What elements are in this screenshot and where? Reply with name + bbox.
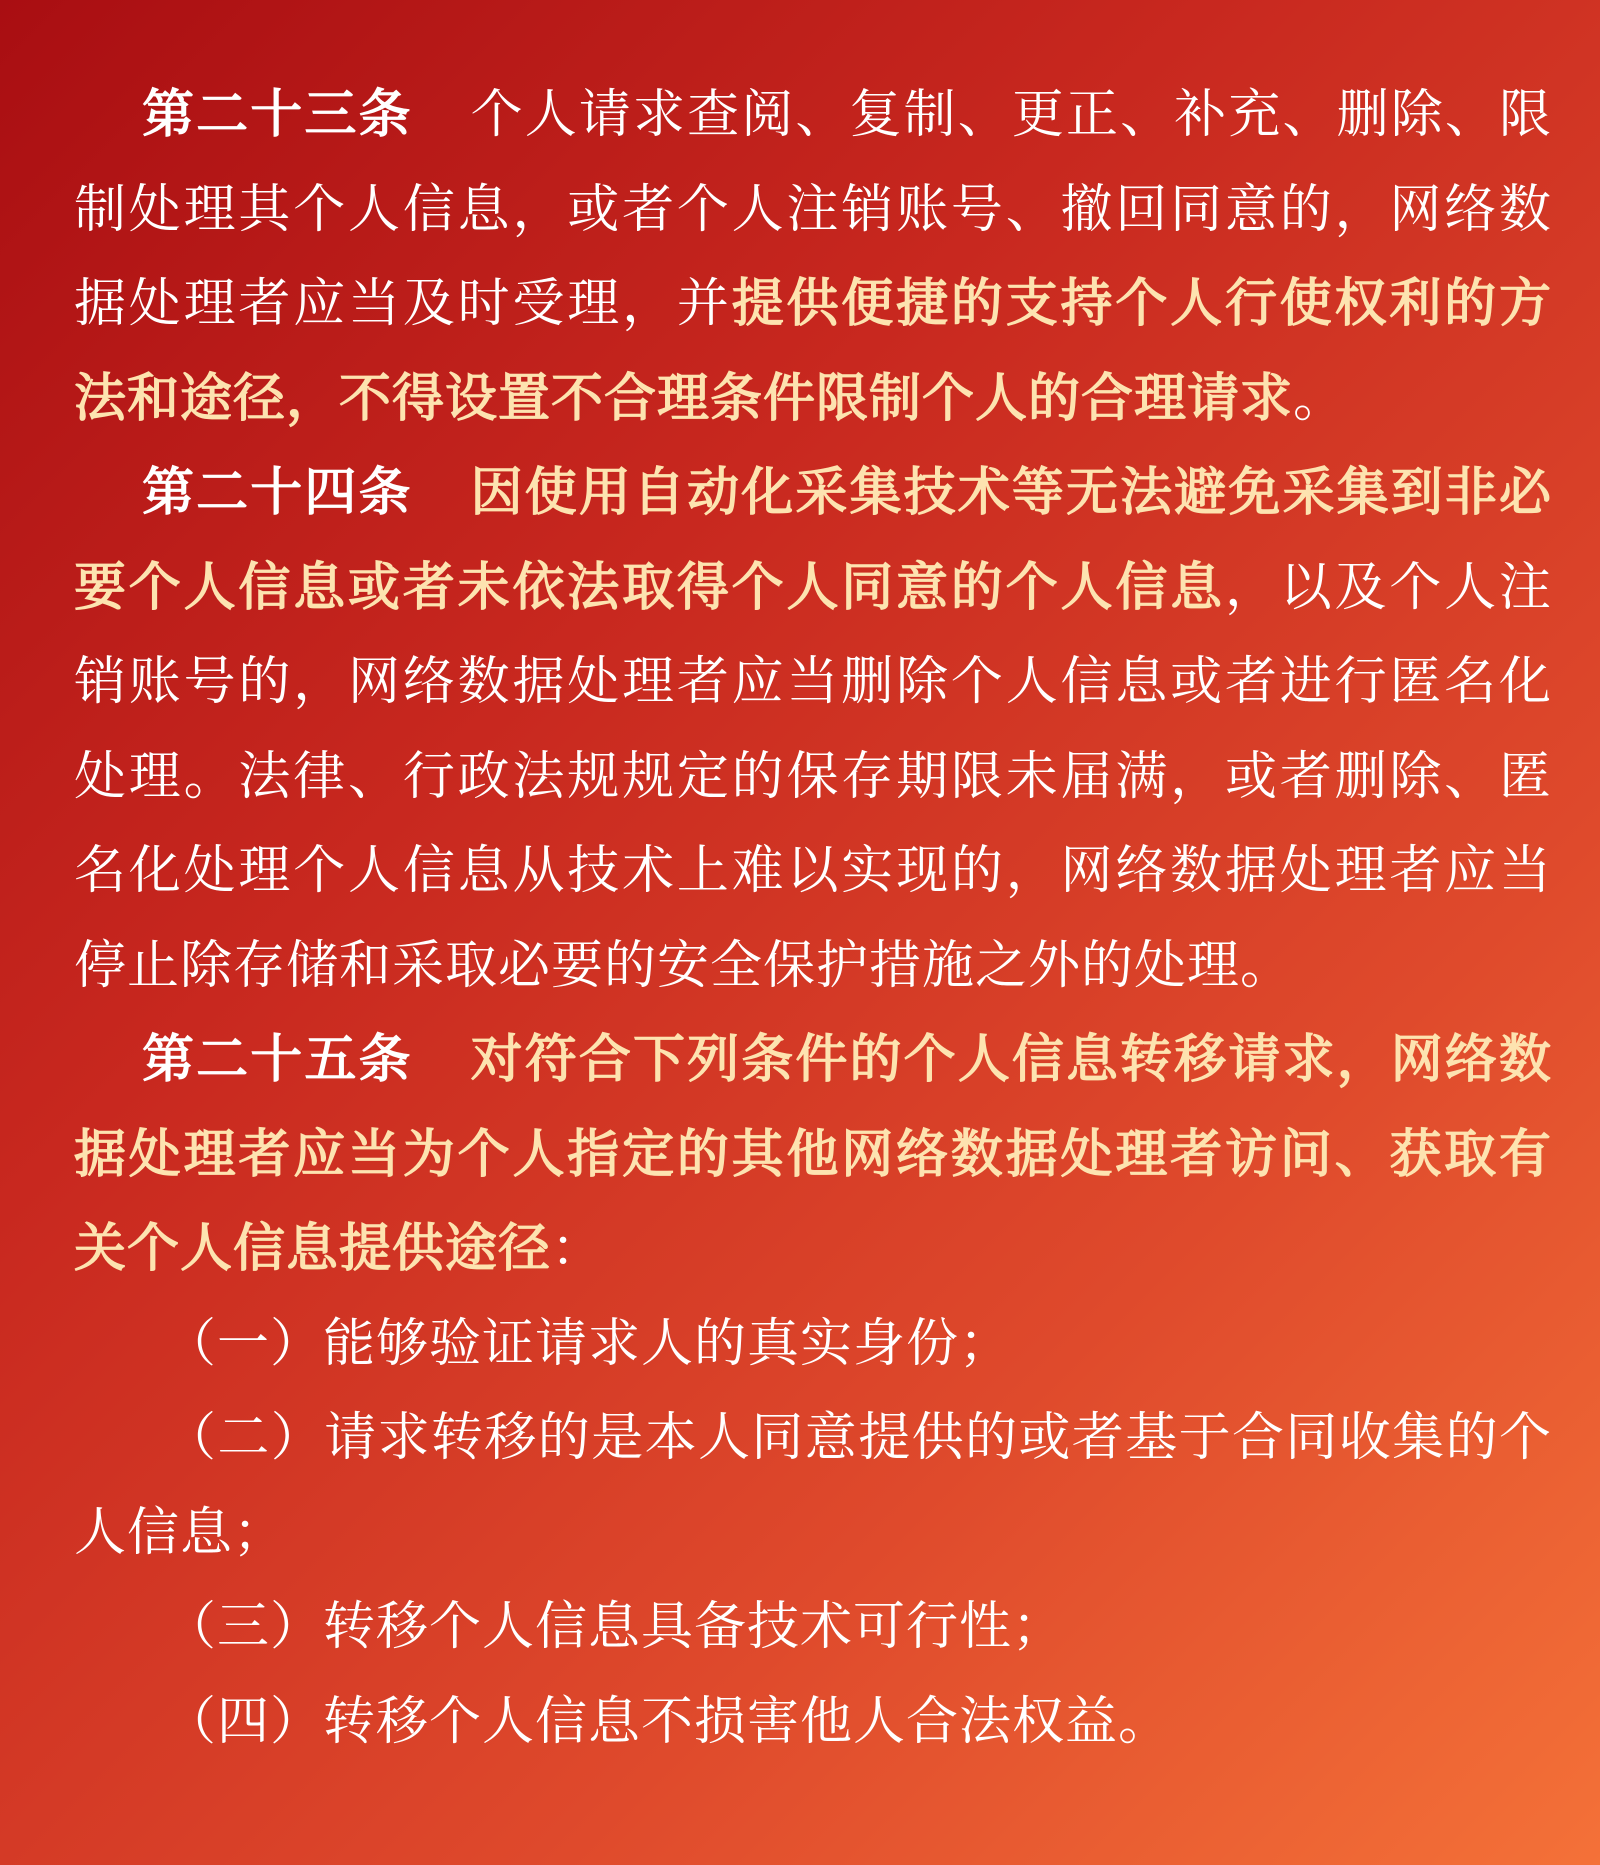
- list-item: （一）能够验证请求人的真实身份；: [164, 1313, 1013, 1374]
- list-item: （二）请求转移的是本人同意提供的或者基于合同收集的个人信息；: [74, 1408, 1552, 1563]
- article-highlight: 因使用自动化采集技术等无法避免采集到非必要个人信息或者未依法取得个人同意的个人信息: [74, 463, 1552, 618]
- article-25: [74, 1013, 1552, 1297]
- article-body: 个人请求查阅、复制、更正、补充、删除、限制处理其个人信息，或者个人注销账号、撤回同意的，网络数据处理者应当及时受理，并: [74, 85, 1552, 334]
- article-highlight: 对符合下列条件的个人信息转移请求，网络数据处理者应当为个人指定的其他网络数据处理者访问、获取有关个人信息提供途径: [74, 1030, 1552, 1279]
- article-highlight: 提供便捷的支持个人行使权利的方法和途径，不得设置不合理条件限制个人的合理请求: [74, 274, 1552, 429]
- article-body: ：: [551, 1219, 605, 1279]
- list-item: （四）转移个人信息不损害他人合法权益。: [164, 1691, 1172, 1752]
- article-23: [74, 68, 1552, 446]
- list-item: （三）转移个人信息具备技术可行性；: [164, 1597, 1066, 1657]
- article-number: 第二十三条: [142, 85, 413, 145]
- article-body: 。: [1293, 368, 1347, 429]
- article-number: 第二十五条: [142, 1030, 413, 1090]
- article-number: 第二十四条: [142, 463, 413, 523]
- article-body: ，以及个人注销账号的，网络数据处理者应当删除个人信息或者进行匿名化处理。法律、行政法规规定的保存期限未届满，或者删除、匿名化处理个人信息从技术上难以实现的，网络数据处理者应当停止除存储和采取必要的安全保护措施之外的处理。: [74, 557, 1552, 996]
- regulation-text: [74, 68, 1552, 1769]
- article-24: [74, 446, 1552, 1013]
